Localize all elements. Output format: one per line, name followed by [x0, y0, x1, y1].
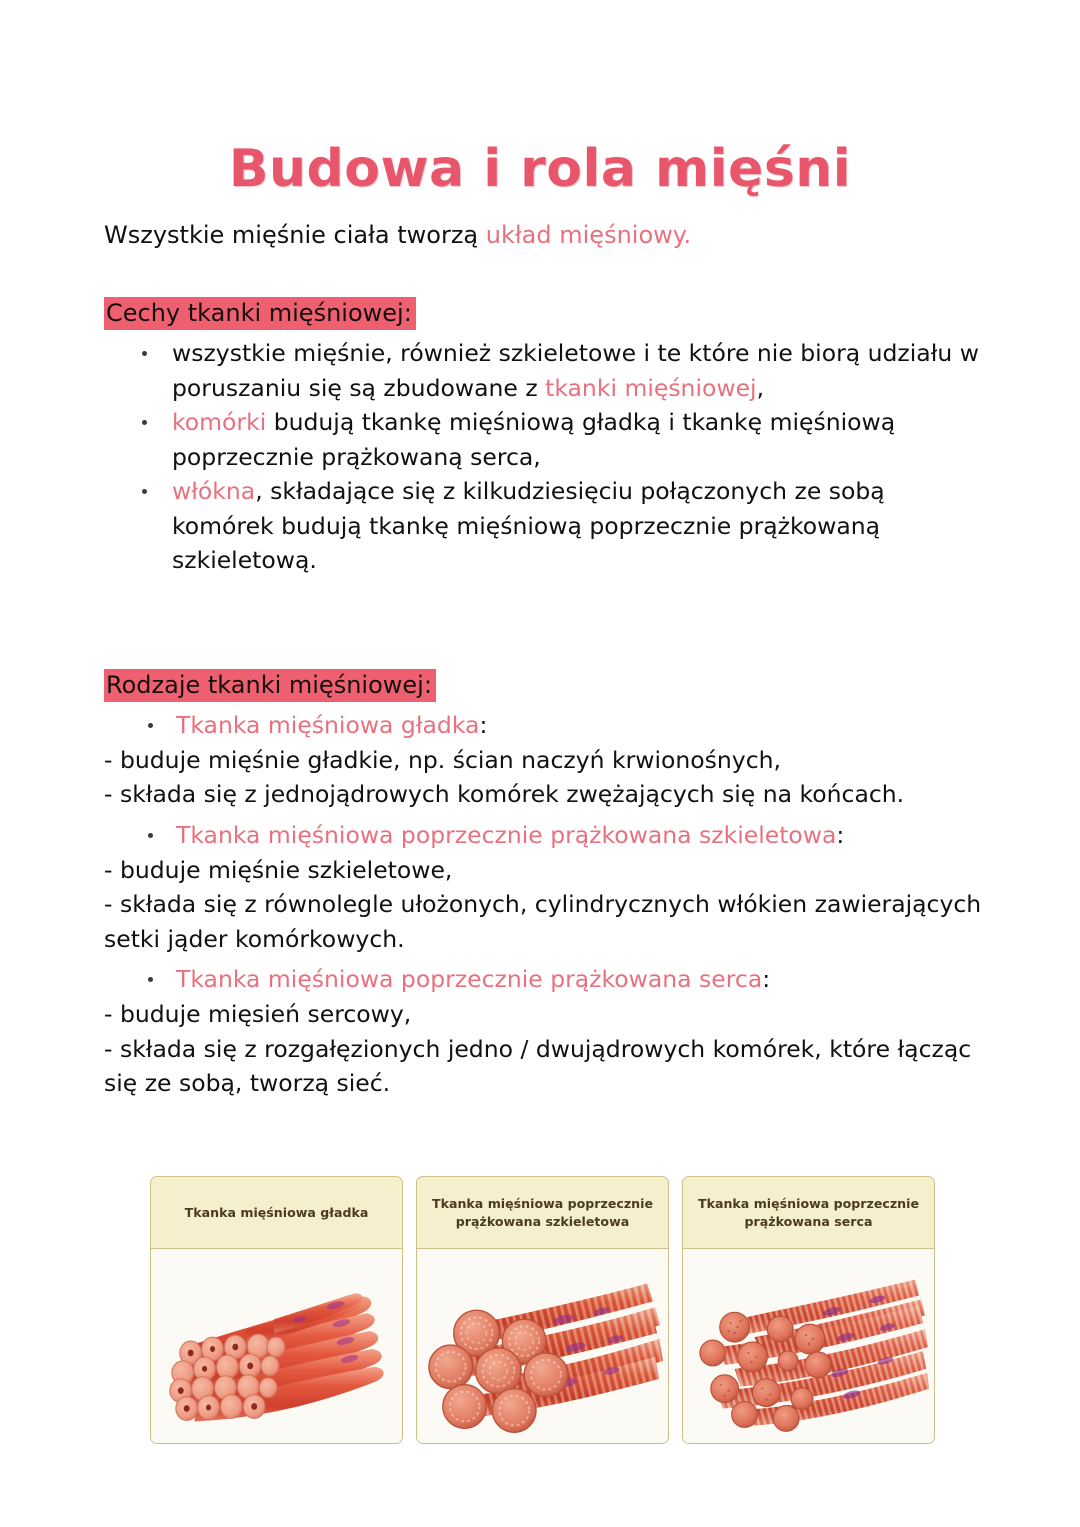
type-detail: - buduje mięśnie szkieletowe, — [104, 855, 453, 884]
list-item — [104, 474, 984, 578]
types-heading-row — [104, 668, 984, 702]
note-body — [104, 218, 984, 1101]
features-heading: Cechy tkanki mięśniowej: — [104, 297, 416, 330]
figure-caption-cardiac: Tkanka mięśniowa poprzecznie prążkowana serca — [683, 1177, 934, 1249]
figure-caption-smooth: Tkanka mięśniowa gładka — [151, 1177, 402, 1249]
intro-lead-text: Wszystkie mięśnie ciała tworzą — [104, 221, 486, 249]
figure-panel-cardiac — [682, 1176, 935, 1444]
cardiac-muscle-illustration — [683, 1249, 934, 1443]
figure-panel-skeletal — [416, 1176, 669, 1444]
type-name-skeletal: Tkanka mięśniowa poprzecznie prążkowana szkieletowa — [176, 820, 837, 849]
feature-text-1a: wszystkie mięśnie, również szkieletowe i te które nie biorą udziału w poruszaniu się są zbudowane z — [172, 339, 979, 402]
list-item — [104, 708, 984, 743]
feature-accent-1: tkanki mięśniowej — [545, 373, 757, 402]
list-item — [104, 962, 984, 997]
type-detail: - składa się z jednojądrowych komórek zwężających się na końcach. — [104, 780, 905, 808]
skeletal-muscle-illustration — [417, 1249, 668, 1443]
type-name-smooth: Tkanka mięśniowa gładka — [176, 710, 480, 739]
type-list-skeletal — [104, 818, 984, 853]
feature-text-3b: , składające się z kilkudziesięciu połączonych ze sobą komórek budują tkankę mięśniową poprzecznie prążkowaną szkieletową. — [172, 477, 885, 574]
feature-accent-2: komórki — [172, 408, 267, 436]
type-detail: - składa się z równolegle ułożonych, cylindrycznych włókien zawierających setki jąder komórkowych. — [104, 890, 982, 953]
feature-text-1b: , — [756, 373, 765, 402]
type-list-cardiac — [104, 962, 984, 997]
type-list-smooth — [104, 708, 984, 743]
features-heading-row — [104, 296, 984, 330]
type-colon-smooth: : — [479, 710, 488, 739]
figure-body-smooth — [151, 1249, 402, 1443]
feature-accent-3: włókna — [172, 477, 256, 505]
smooth-muscle-illustration — [151, 1249, 402, 1443]
intro-paragraph — [104, 218, 984, 252]
list-item — [104, 336, 984, 405]
type-name-cardiac: Tkanka mięśniowa poprzecznie prążkowana serca — [176, 965, 763, 993]
features-list — [104, 336, 984, 578]
intro-accent-text: układ mięśniowy. — [485, 221, 692, 249]
types-heading: Rodzaje tkanki mięśniowej: — [104, 669, 436, 702]
figure-body-cardiac — [683, 1249, 934, 1443]
feature-text-2b: budują tkankę mięśniową gładką i tkankę mięśniową poprzecznie prążkowaną serca, — [172, 408, 896, 471]
figure-panel-smooth — [150, 1176, 403, 1444]
type-colon-cardiac: : — [762, 965, 771, 993]
type-detail: - buduje mięsień sercowy, — [104, 1000, 412, 1028]
page-title: Budowa i rola mięśni — [228, 138, 852, 199]
figure-body-skeletal — [417, 1249, 668, 1443]
type-colon-skeletal: : — [836, 820, 845, 849]
list-item — [104, 405, 984, 474]
type-detail: - buduje mięśnie gładkie, np. ścian naczyń krwionośnych, — [104, 745, 781, 774]
type-detail: - składa się z rozgałęzionych jedno / dwujądrowych komórek, które łącząc się ze sobą, tworzą sieć. — [104, 1034, 972, 1097]
muscle-tissue-figure — [150, 1176, 935, 1444]
figure-caption-skeletal: Tkanka mięśniowa poprzecznie prążkowana szkieletowa — [417, 1177, 668, 1249]
list-item — [104, 818, 984, 853]
